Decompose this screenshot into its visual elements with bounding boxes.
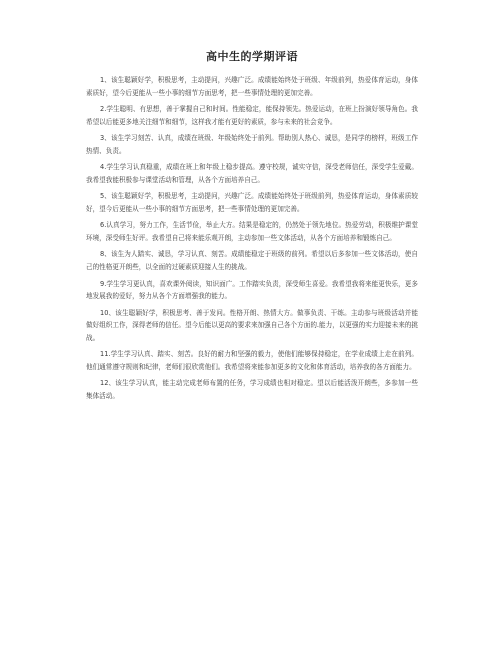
paragraph-3: 3、该生学习刻苦、认真，成绩在班级、年级始终处于前列。帮助别人热心、诚恳，是同学的榜样，班级工作热情、负责。 (86, 134, 418, 155)
paragraph-1: 1、该生聪颖好学，积极思考，主动提问，兴趣广泛。成绩能始终处于班级、年级前列，热爱体育运动，身体素质好，望今后更能从一些小事的细节方面思考，把一些事情处理的更加完善。 (86, 76, 418, 97)
document-title: 高中生的学期评语 (206, 50, 298, 63)
paragraph-2: 2.学生聪明、有思想，善于掌握自己和时间。性能稳定，能保持领先。热爱运动，在班上扮演好领导角色。我希望以后能更多地关注细节和细节，这样我才能有更好的素质，参与未来的社会竞争。 (86, 105, 418, 126)
paragraph-8: 8、该生为人踏实、诚恳，学习认真、刻苦。成绩能稳定于班级的前列。希望以后多参加一些文体活动，使自己的性格更开朗些，以全面的过硬素质迎接人生的挑战。 (86, 250, 418, 272)
paragraph-5: 5、该生聪颖好学，积极思考，主动提问，兴趣广泛。成绩能始终处于班级前列，热爱体育运动，身体素质较好，望今后更能从一些小事的细节方面思考，把一些事情处理的更加完善。 (86, 192, 418, 213)
paragraph-12: 12、该生学习认真，能主动完成老师布置的任务，学习成绩也相对稳定。望以后能活泼开朗些，多参加一些集体活动。 (86, 379, 418, 400)
paragraph-4: 4.学生学习认真稳重，成绩在班上和年级上稳步提高。遵守校规，诚实守信，深受老师信任，深受学生爱戴。我希望我能积极参与课堂活动和管理，从各个方面培养自己。 (86, 163, 418, 184)
paragraph-10: 10、该生聪颖好学，积极思考、善于发问。性格开朗、热情大方。做事负责、干练。主动参与班级活动并能做好组织工作，深得老师的信任。望今后能以更高的要求来加强自己各个方面的.能力，以更强的实力迎接未来的挑战。 (86, 308, 418, 342)
paragraph-11: 11.学生学习认真、踏实、刻苦。良好的耐力和坚强的毅力，使他们能够保持稳定，在学业成绩上走在前列。他们通常遵守规则和纪律，老师们很欣赏他们。我希望将来能参加更多的文化和体育活动，培养我的各方面能力。 (86, 350, 418, 371)
paragraph-6: 6.认真学习，努力工作，生活节俭，举止大方。结果是稳定的，仍然处于领先地位。热爱劳动，积极维护课堂环境，深受师生好评。我希望自己将来能乐观开朗，主动参加一些文体活动，从各个方面培养和锻炼自己。 (86, 221, 418, 242)
paragraph-9: 9.学生学习更认真，喜欢课外阅读，知识面广。工作踏实负责，深受师生喜爱。我希望我将来能更快乐，更多地发展我的爱好，努力从各个方面增强我的能力。 (86, 279, 418, 301)
